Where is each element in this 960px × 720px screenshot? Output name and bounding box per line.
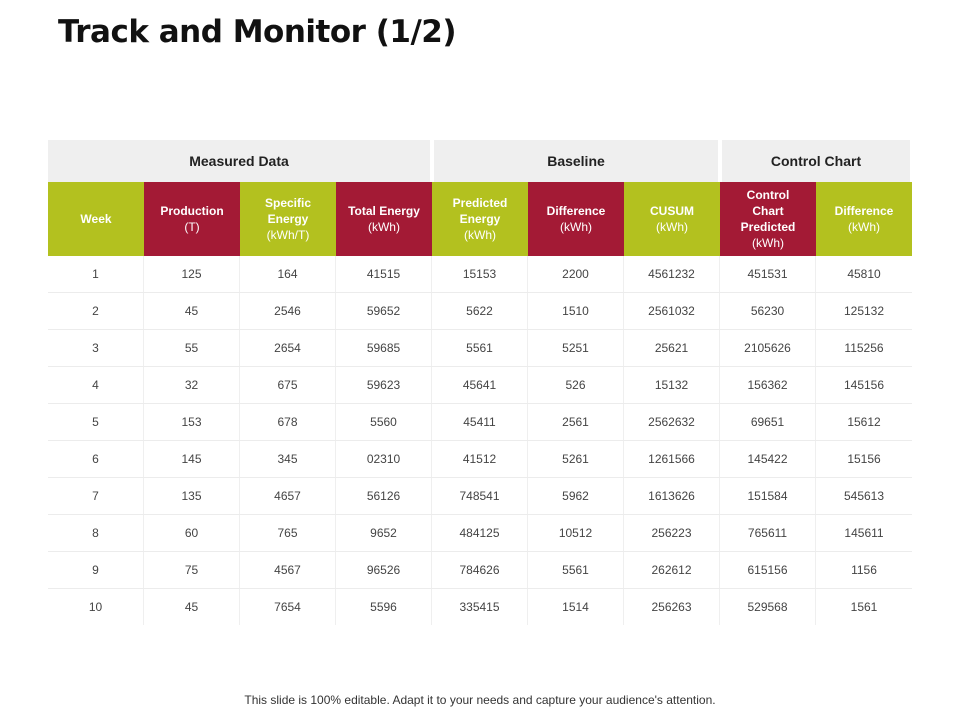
- table-cell: 1: [48, 256, 144, 292]
- table-cell: 1514: [528, 589, 624, 625]
- column-header-title: Specific Energy: [264, 196, 312, 226]
- table-row: [48, 256, 912, 293]
- table-cell: 59685: [336, 330, 432, 366]
- table-cell: 153: [144, 404, 240, 440]
- table-cell: 1561: [850, 600, 878, 614]
- table-cell: 3: [48, 330, 144, 366]
- column-header: [624, 182, 720, 256]
- table-row: [48, 293, 912, 330]
- table-cell: 784626: [432, 552, 528, 588]
- table-cell: 2546: [240, 293, 336, 329]
- column-header-row: [48, 182, 912, 256]
- table-cell: 675: [240, 367, 336, 403]
- column-header-unit: (kWh): [560, 220, 592, 234]
- table-cell: 2105626: [720, 330, 816, 366]
- column-header: [432, 182, 528, 256]
- table-cell: 135: [144, 478, 240, 514]
- column-header-unit: (T): [184, 220, 200, 234]
- table-row: [48, 367, 912, 404]
- table-cell: 615156: [720, 552, 816, 588]
- table-cell: 56126: [336, 478, 432, 514]
- table-cell: 32: [144, 367, 240, 403]
- table-cell: 262612: [624, 552, 720, 588]
- table-cell: 7654: [240, 589, 336, 625]
- table-cell: 5962: [528, 478, 624, 514]
- table-cell: 8: [48, 515, 144, 551]
- table-cell: 59652: [336, 293, 432, 329]
- column-header-unit: (kWh): [464, 228, 496, 242]
- table-cell: 256223: [624, 515, 720, 551]
- table-cell: 59623: [336, 367, 432, 403]
- table-cell: 45: [144, 589, 240, 625]
- column-header-unit: (kWh): [656, 220, 688, 234]
- table-cell: 145: [144, 441, 240, 477]
- column-group-header: [48, 140, 912, 182]
- table-cell: 15132: [624, 367, 720, 403]
- column-header-unit: (kWh): [848, 220, 880, 234]
- table-cell: 1613626: [624, 478, 720, 514]
- table-cell: 15153: [432, 256, 528, 292]
- table-cell: 256263: [624, 589, 720, 625]
- table-cell: 9652: [336, 515, 432, 551]
- table-cell: 545613: [843, 489, 885, 503]
- table-cell: 60: [144, 515, 240, 551]
- table-cell: 145611: [844, 526, 884, 540]
- column-header-unit: (kWh): [367, 220, 400, 234]
- table-cell: 2654: [240, 330, 336, 366]
- table-cell: 5622: [432, 293, 528, 329]
- table-cell: 5596: [336, 589, 432, 625]
- table-cell: 451531: [720, 256, 816, 292]
- table-cell: 1510: [528, 293, 624, 329]
- table-cell: 5251: [528, 330, 624, 366]
- column-header: [48, 182, 144, 256]
- table-cell: 748541: [432, 478, 528, 514]
- table-cell: 02310: [336, 441, 432, 477]
- table-cell: 6: [48, 441, 144, 477]
- table-cell: 125132: [843, 304, 885, 318]
- table-cell: 15612: [847, 415, 881, 429]
- table-cell: 1156: [851, 563, 877, 577]
- table-cell: 45810: [847, 267, 881, 281]
- table-cell: 529568: [720, 589, 816, 625]
- table-cell: 41515: [336, 256, 432, 292]
- table-cell: 56230: [720, 293, 816, 329]
- table-cell: 5: [48, 404, 144, 440]
- table-cell: 5560: [336, 404, 432, 440]
- table-cell: 5261: [528, 441, 624, 477]
- table-cell: 96526: [336, 552, 432, 588]
- table-row: [48, 478, 912, 515]
- table-cell: 164: [240, 256, 336, 292]
- table-cell: 151584: [720, 478, 816, 514]
- table-row: [48, 441, 912, 478]
- table-cell: 45: [144, 293, 240, 329]
- table-cell: 2561032: [624, 293, 720, 329]
- table-cell: 41512: [432, 441, 528, 477]
- table-cell: 765611: [720, 515, 816, 551]
- table-cell: 145156: [843, 378, 885, 392]
- column-header-title: Total Energy: [348, 204, 420, 218]
- table-cell: 484125: [432, 515, 528, 551]
- group-header-control-chart: Control Chart: [722, 140, 910, 182]
- table-cell: 335415: [432, 589, 528, 625]
- table-cell: 75: [144, 552, 240, 588]
- table-cell: 4657: [240, 478, 336, 514]
- table-cell: 55: [144, 330, 240, 366]
- group-header-measured-data: Measured Data: [48, 140, 430, 182]
- column-header-title: CUSUM: [650, 204, 694, 218]
- footer-note: This slide is 100% editable. Adapt it to your needs and capture your audience's attention.: [244, 693, 716, 707]
- column-header-title: Production: [160, 204, 224, 218]
- table-cell: 7: [48, 478, 144, 514]
- column-header-title: Predicted Energy: [452, 196, 508, 226]
- table-cell: 678: [240, 404, 336, 440]
- table-cell: 156362: [720, 367, 816, 403]
- group-header-baseline: Baseline: [434, 140, 718, 182]
- table-cell: 10512: [528, 515, 624, 551]
- column-header: [240, 182, 336, 256]
- table-cell: 345: [240, 441, 336, 477]
- table-cell: 115256: [844, 341, 884, 355]
- table-cell: 1261566: [624, 441, 720, 477]
- page-title: Track and Monitor (1/2): [58, 14, 457, 50]
- table-cell: 2200: [528, 256, 624, 292]
- table-row: [48, 330, 912, 367]
- table-cell: 2562632: [624, 404, 720, 440]
- table-cell: 4561232: [624, 256, 720, 292]
- table-cell: 145422: [720, 441, 816, 477]
- column-header-title: Difference: [834, 204, 894, 218]
- table-cell: 45641: [432, 367, 528, 403]
- table-cell: 2: [48, 293, 144, 329]
- column-header: [144, 182, 240, 256]
- table-row: [48, 552, 912, 589]
- column-header-title: Control Chart Predicted: [740, 188, 796, 234]
- column-header: [720, 182, 816, 256]
- table-cell: 526: [528, 367, 624, 403]
- table-cell: 765: [240, 515, 336, 551]
- column-header-title: Difference: [546, 204, 606, 218]
- table-cell: 15156: [847, 452, 881, 466]
- table-cell: 4: [48, 367, 144, 403]
- column-header: [528, 182, 624, 256]
- table-cell: 69651: [720, 404, 816, 440]
- column-header-title: Week: [80, 212, 112, 226]
- table-cell: 2561: [528, 404, 624, 440]
- table-cell: 125: [144, 256, 240, 292]
- data-table-body: [48, 256, 912, 626]
- table-row: [48, 404, 912, 441]
- table-cell: 45411: [432, 404, 528, 440]
- column-header-unit: (kWh): [752, 236, 784, 250]
- table-row: [48, 589, 912, 626]
- column-header: [816, 182, 912, 256]
- table-cell: 5561: [528, 552, 624, 588]
- table-cell: 10: [48, 589, 144, 625]
- table-row: [48, 515, 912, 552]
- column-header-unit: (kWh/T): [266, 228, 310, 242]
- table-cell: 5561: [432, 330, 528, 366]
- column-header: [336, 182, 432, 256]
- table-cell: 4567: [240, 552, 336, 588]
- table-cell: 9: [48, 552, 144, 588]
- table-cell: 25621: [624, 330, 720, 366]
